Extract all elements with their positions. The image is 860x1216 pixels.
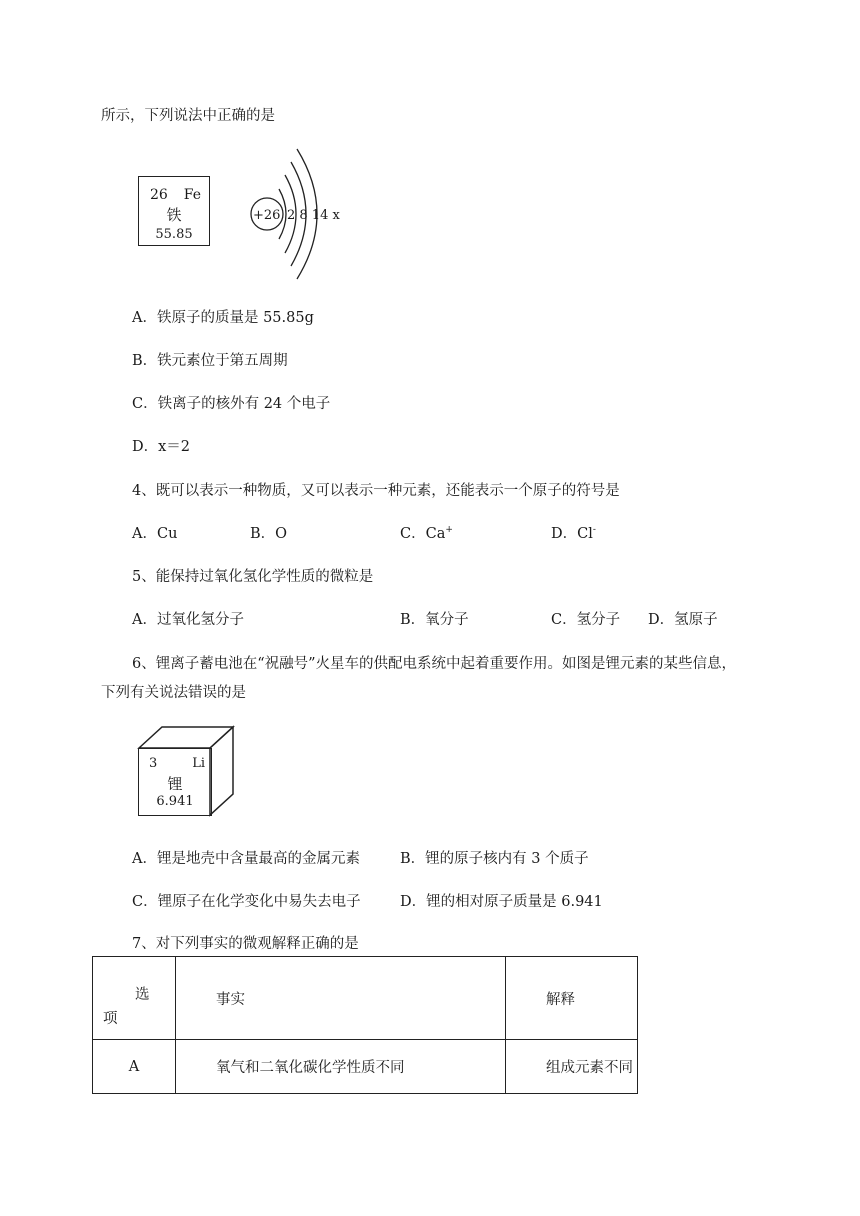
q3-option-d: D．x＝2 (132, 439, 191, 455)
q5-option-a: A．过氧化氢分子 (132, 612, 244, 628)
q6-option-c: C．锂原子在化学变化中易失去电子 (132, 894, 361, 910)
q4-option-a: A．Cu (132, 526, 178, 542)
q4-option-c (400, 522, 453, 543)
header-option (93, 957, 176, 1040)
q6-stem-line2: 下列有关说法错误的是 (101, 685, 246, 701)
row-fact: 氧气和二氧化碳化学性质不同 (176, 1040, 506, 1094)
table-row (93, 1040, 638, 1094)
q3-option-c: C．铁离子的核外有 24 个电子 (132, 396, 331, 412)
q5-option-d: D．氢原子 (648, 612, 718, 628)
q4-option-c-text: C．Ca (400, 526, 446, 542)
fe-symbol: Fe (183, 187, 201, 203)
fe-atomic-number: 26 (150, 187, 168, 203)
header-option-char2: 项 (103, 1011, 118, 1027)
fe-atomic-structure-diagram (245, 145, 355, 285)
header-option-char1: 选 (135, 987, 150, 1003)
q4-option-d-charge: - (592, 525, 596, 536)
fe-mass: 55.85 (155, 227, 193, 242)
li-name: 锂 (167, 775, 183, 793)
li-mass: 6.941 (156, 794, 194, 809)
header-fact: 事实 (176, 957, 506, 1040)
table-header-row (93, 957, 638, 1040)
q3-option-b: B．铁元素位于第五周期 (132, 353, 288, 369)
q7-stem: 7、对下列事实的微观解释正确的是 (132, 936, 359, 952)
li-element-card (138, 748, 212, 816)
q5-stem: 5、能保持过氧化氢化学性质的微粒是 (132, 569, 374, 585)
q5-option-c: C．氢分子 (551, 612, 621, 628)
q4-option-c-charge: + (445, 525, 453, 536)
fe-element-card (138, 176, 210, 246)
nucleus-charge: +26 (253, 208, 281, 223)
q6-option-a: A．锂是地壳中含量最高的金属元素 (132, 851, 360, 867)
shell-electrons: 2 8 14 x (287, 208, 340, 223)
q3-stem-tail: 所示，下列说法中正确的是 (101, 108, 275, 124)
q4-option-b: B．O (250, 526, 288, 542)
q4-option-d (551, 522, 596, 543)
fe-name: 铁 (166, 206, 182, 224)
row-explanation: 组成元素不同 (506, 1040, 638, 1094)
row-option: A (93, 1040, 176, 1094)
q5-option-b: B．氧分子 (400, 612, 469, 628)
q6-stem-line1: 6、锂离子蓄电池在“祝融号”火星车的供配电系统中起着重要作用。如图是锂元素的某些信息， (132, 656, 737, 672)
q7-table (92, 956, 638, 1094)
li-symbol: Li (192, 756, 205, 771)
q6-option-b: B．锂的原子核内有 3 个质子 (400, 851, 589, 867)
q6-option-d: D．锂的相对原子质量是 6.941 (400, 894, 603, 910)
q4-stem: 4、既可以表示一种物质，又可以表示一种元素，还能表示一个原子的符号是 (132, 483, 620, 499)
li-atomic-number: 3 (149, 756, 158, 771)
q4-option-d-text: D．Cl (551, 526, 593, 542)
q3-option-a: A．铁原子的质量是 55.85g (132, 310, 314, 326)
header-explanation: 解释 (506, 957, 638, 1040)
